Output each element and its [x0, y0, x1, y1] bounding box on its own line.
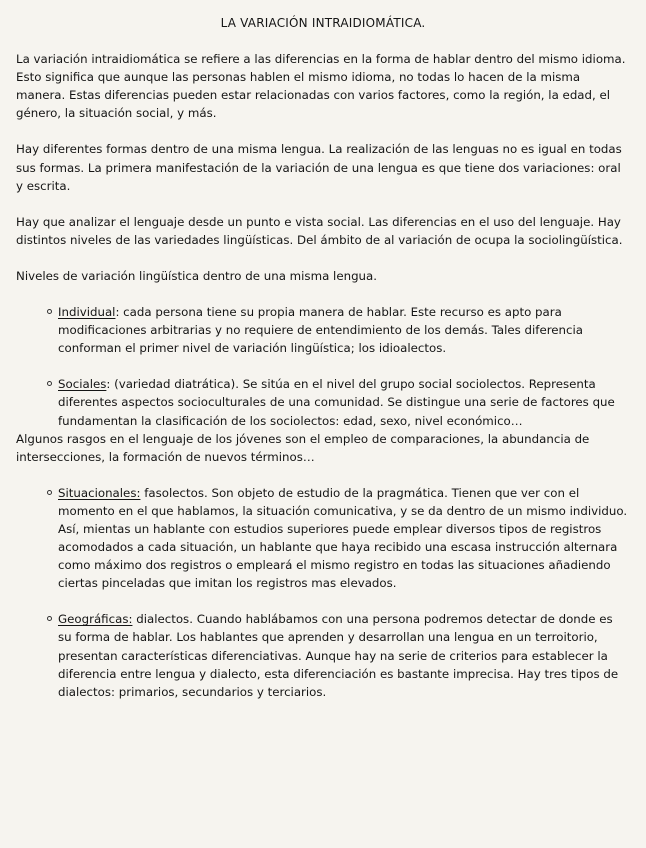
bullet-icon: [47, 490, 52, 495]
levels-heading: Niveles de variación lingüística dentro de una misma lengua.: [16, 268, 378, 283]
list-item-geograficas: [16, 610, 630, 700]
item-label: Individual: [58, 305, 116, 320]
paragraph-spacer: [16, 466, 630, 484]
list-spacer: [16, 357, 630, 375]
list-spacer: [16, 592, 630, 610]
item-label: Geográficas:: [58, 612, 133, 627]
paragraph-spacer: [16, 249, 630, 267]
youth-language-paragraph: Algunos rasgos en el lenguaje de los jóvenes son el empleo de comparaciones, la abundancia de intersecciones, la formación de nuevos términos…: [16, 431, 590, 464]
list-item-individual: [16, 303, 630, 357]
bullet-icon: [47, 381, 52, 386]
intro-paragraph: La variación intraidiomática se refiere a las diferencias en la forma de hablar dentro del mismo idioma. Esto significa que aunque las personas hablen el mismo idioma, no todas lo hacen de la misma manera. Estas diferencias pueden estar relacionadas con varios factores, como la región, la edad, el género, la situación social, y más.: [16, 52, 626, 121]
document-title: LA VARIACIÓN INTRAIDIOMÁTICA.: [220, 16, 426, 30]
item-text: : (variedad diatrática). Se sitúa en el nivel del grupo social sociolectos. Representa diferentes aspectos socioculturales de una comunidad. Se distingue una serie de factores que fundamentan la clasificación de los sociolectos: edad, sexo, nivel económico…: [58, 377, 615, 428]
paragraph-spacer: [16, 285, 630, 303]
paragraph-spacer: [16, 195, 630, 213]
paragraph-spacer: [16, 122, 630, 140]
item-label: Situacionales:: [58, 485, 141, 500]
item-label: Sociales: [58, 377, 107, 392]
bullet-icon: [47, 309, 52, 314]
variation-levels-list-continued: [16, 484, 630, 701]
item-text: dialectos. Cuando hablábamos con una persona podremos detectar de donde es su forma de hablar. Los hablantes que aprenden y desarrollan una lengua en un terroitorio, presentan características diferenciativas. Aunque hay na serie de criterios para establecer la diferencia entre lengua y dialecto, esta diferenciación es bastante imprecisa. Hay tres tipos de dialectos: primarios, secundarios y terciarios.: [58, 612, 619, 699]
variation-levels-list: [16, 303, 630, 430]
item-text: : cada persona tiene su propia manera de hablar. Este recurso es apto para modificaciones arbitrarias y no requiere de entendimiento de los demás. Tales diferencia conforman el primer nivel de variación lingüística; los idioalectos.: [58, 305, 584, 356]
bullet-icon: [47, 616, 52, 621]
list-item-situacionales: [16, 484, 630, 593]
forms-paragraph: Hay diferentes formas dentro de una misma lengua. La realización de las lenguas no es igual en todas sus formas. La primera manifestación de la variación de una lengua es que tiene dos variaciones: oral y escrita.: [16, 142, 622, 193]
social-analysis-paragraph: Hay que analizar el lenguaje desde un punto e vista social. Las diferencias en el uso del lenguaje. Hay distintos niveles de las variedades lingüísticas. Del ámbito de al variación de ocupa la sociolingüística.: [16, 214, 623, 247]
list-item-sociales: [16, 375, 630, 429]
item-text: fasolectos. Son objeto de estudio de la pragmática. Tienen que ver con el momento en el que hablamos, la situación comunicativa, y se da dentro de un mismo individuo. Así, mientas un hablante con estudios superiores puede emplear diversos tipos de registros acomodados a cada situación, un hablante que haya recibido una escasa instrucción alternara como máximo dos registros o empleará el mismo registro en todas las situaciones añadiendo ciertas pinceladas que imitan los registros mas elevados.: [58, 485, 628, 591]
